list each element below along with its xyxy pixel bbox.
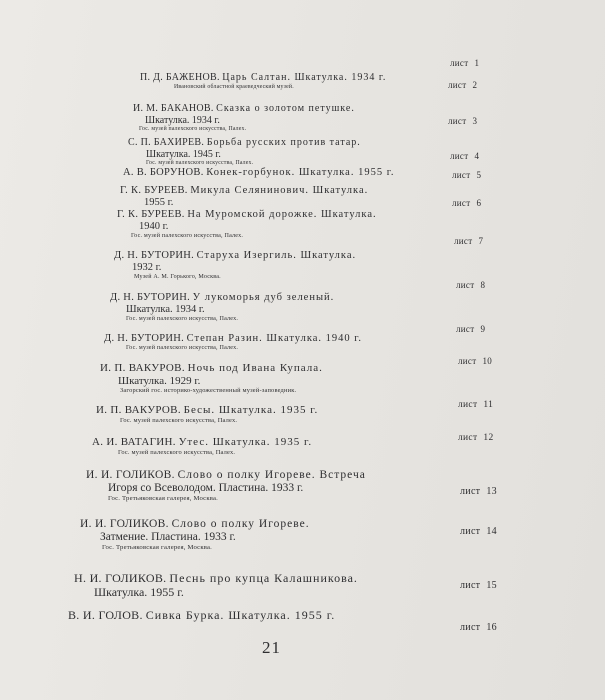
entry-museum: Гос. Третьяковская галерея, Москва. [102,544,213,552]
entry-author: И. П. ВАКУРОВ. [100,362,185,374]
sheet-label [460,580,497,591]
entry-title-cont: 1932 г. [132,262,162,274]
entry-title: Микула Селянинович. Шкатулка. [190,185,369,196]
entry-title-cont: Шкатулка. 1955 г. [94,584,184,599]
entry-title: Утес. Шкатулка. 1935 г. [178,436,313,448]
sheet-label [460,486,497,497]
sheet-label [454,236,483,246]
catalog-entry [74,572,358,600]
entry-museum: Ивановский областной краеведческий музей. [174,83,294,90]
sheet-number: 5 [476,170,482,180]
sheet-label-top [450,58,479,68]
entry-title-cont: Шкатулка. 1934 г. [126,304,205,316]
sheet-number: 12 [483,433,494,443]
sheet-word: лист [458,433,478,443]
entry-title: Степан Разин. Шкатулка. 1940 г. [186,333,363,344]
entry-author: И. М. БАКАНОВ. [133,103,214,114]
sheet-word: лист [460,486,481,497]
sheet-label [448,116,477,126]
entry-museum: Гос. музей палехского искусства, Палех. [146,160,254,166]
sheet-word: лист [452,198,471,208]
sheet-number: 16 [486,622,497,633]
sheet-word: лист [448,116,467,126]
entry-museum: Гос. музей палехского искусства, Палех. [126,316,239,323]
sheet-label [450,151,479,161]
entry-title-cont: 1955 г. [144,197,174,209]
entry-title-cont: Шкатулка. 1945 г. [146,148,221,160]
entry-title: У лукоморья дуб зеленый. [192,292,335,303]
sheet-label [452,170,481,180]
entry-title: На Муромской дорожке. Шкатулка. [187,209,377,220]
entry-museum: Гос. музей палехского искусства, Палех. [120,416,238,424]
sheet-word: лист [460,580,481,591]
catalog-entry [128,137,361,167]
entry-author: И. И. ГОЛИКОВ. [86,469,175,481]
sheet-label [458,433,494,443]
entry-museum: Загорский гос. историко-художественный музей-заповедник. [120,387,297,395]
entry-title: Слово о полку Игореве. Встреча [177,469,366,481]
sheet-word: лист [448,80,467,90]
entry-title: Старуха Изергиль. Шкатулка. [196,250,357,261]
entry-author: Г. К. БУРЕЕВ. [120,185,188,196]
sheet-word: лист [452,170,471,180]
entry-museum: Музей А. М. Горького, Москва. [134,274,221,281]
sheet-label [448,80,477,90]
entry-title-cont: 1940 г. [139,221,169,233]
entry-title: Борьба русских против татар. [206,137,361,148]
entry-author: Г. К. БУРЕЕВ. [117,209,185,220]
entry-museum: Гос. Третьяковская галерея, Москва. [108,495,219,503]
sheet-word: лист [456,280,475,290]
entry-title: Сказка о золотом петушке. [216,103,355,114]
catalog-entry [100,362,323,395]
entry-title: Слово о полку Игореве. [171,518,310,530]
catalog-entry [123,167,394,179]
sheet-label [456,324,485,334]
entry-author: П. Д. БАЖЕНОВ. [140,72,220,83]
sheet-word: лист [454,236,473,246]
catalog-entry [86,469,366,503]
sheet-word: лист [450,58,469,68]
catalog-entry [92,436,312,456]
entry-author: А. В. БОРУНОВ. [123,167,204,178]
catalog-entry [120,185,368,209]
entry-title: Песнь про купца Калашникова. [169,571,358,585]
catalog-entry [117,209,377,240]
sheet-label [460,526,497,537]
entry-title: Конек-горбунок. Шкатулка. 1955 г. [206,167,395,178]
entry-title: Бесы. Шкатулка. 1935 г. [183,404,319,416]
sheet-label [452,198,481,208]
sheet-number: 9 [480,324,486,334]
entry-author: С. П. БАХИРЕВ. [128,137,205,148]
sheet-word: лист [458,400,478,410]
sheet-number: 2 [472,80,478,90]
sheet-number: 15 [486,580,497,591]
sheet-number: 11 [483,400,494,410]
sheet-number: 7 [478,236,484,246]
catalog-entry [68,609,335,623]
entry-author: А. И. ВАТАГИН. [92,436,176,448]
sheet-word: лист [456,324,475,334]
sheet-number: 10 [482,356,493,366]
sheet-word: лист [450,151,469,161]
entry-author: Д. Н. БУТОРИН. [114,250,195,261]
sheet-number: 3 [472,116,478,126]
entry-title-cont: Игоря со Всеволодом. Пластина. 1933 г. [108,482,304,495]
catalog-entry [133,103,355,133]
sheet-word: лист [458,356,477,366]
page-number: 21 [262,638,281,657]
entry-museum: Гос. музей палехского искусства, Палех. [131,233,244,240]
catalog-entry [104,333,362,352]
entry-title-cont: Затмение. Пластина. 1933 г. [100,531,236,544]
entry-title-cont: Шкатулка. 1929 г. [118,374,201,387]
entry-author: Д. Н. БУТОРИН. [110,292,191,303]
sheet-number: 4 [474,151,480,161]
entry-author: В. И. ГОЛОВ. [68,608,143,622]
sheet-number: 8 [480,280,486,290]
sheet-label [456,280,485,290]
entry-title: Царь Салтан. Шкатулка. 1934 г. [222,72,387,83]
entry-museum: Гос. музей палехского искусства, Палех. [126,345,239,352]
entry-author: Д. Н. БУТОРИН. [104,333,185,344]
entry-author: И. И. ГОЛИКОВ. [80,518,169,530]
sheet-number: 6 [476,198,482,208]
sheet-word: лист [460,526,481,537]
catalog-entry [80,518,310,552]
entry-title: Сивка Бурка. Шкатулка. 1955 г. [145,608,336,622]
entry-author: И. П. ВАКУРОВ. [96,404,181,416]
sheet-word: лист [460,622,481,633]
catalog-entry [140,72,386,90]
entry-museum: Гос. музей палехского искусства, Палех. [139,126,247,132]
catalog-entry [114,250,356,281]
sheet-label [458,400,493,410]
entry-title-cont: Шкатулка. 1934 г. [145,114,220,126]
sheet-number: 14 [486,526,497,537]
catalog-entry [110,292,334,323]
sheet-label [460,622,497,633]
entry-title: Ночь под Ивана Купала. [187,362,323,374]
sheet-number: 13 [486,486,497,497]
entry-author: Н. И. ГОЛИКОВ. [74,571,167,585]
sheet-number: 1 [474,58,480,68]
sheet-label [458,356,492,366]
entry-museum: Гос. музей палехского искусства, Палех. [118,448,236,456]
catalog-entry [96,404,318,424]
